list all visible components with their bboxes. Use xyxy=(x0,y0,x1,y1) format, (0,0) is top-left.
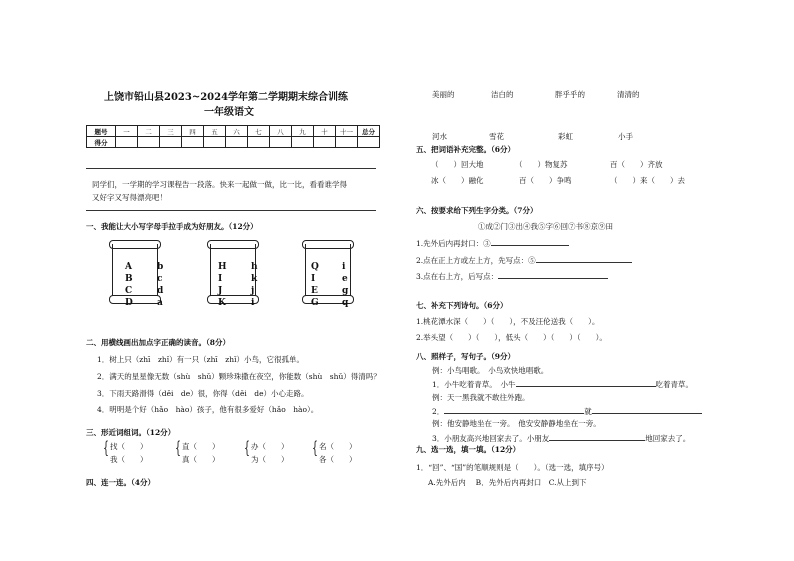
q8-line-text: 1．小牛吃着青草。 小牛 xyxy=(432,380,516,389)
uppercase-letter: E xyxy=(311,286,318,296)
q9-options: A.先外后内 B．先外后内再封口 C.从上到下 xyxy=(428,478,587,487)
q5-item: 百（ ）争鸣 xyxy=(519,176,572,185)
score-cell xyxy=(336,137,358,148)
score-cell: 九 xyxy=(292,126,314,137)
score-cell: 十 xyxy=(314,126,336,137)
answer-blank[interactable] xyxy=(444,406,584,414)
lowercase-letter: e xyxy=(342,274,348,284)
answer-blank[interactable] xyxy=(549,433,645,441)
q8-example: 例：小鸟唱歌。 小鸟欢快地唱歌。 xyxy=(432,366,549,375)
q3-word: 直（ ） xyxy=(182,442,220,451)
answer-blank[interactable] xyxy=(498,271,608,279)
q2-item: 3．下雨天路滑得（děi de）很，你得（děi de）小心走路。 xyxy=(97,389,309,398)
q5-item: （ ）回大地 xyxy=(431,160,484,169)
score-cell: 八 xyxy=(270,126,292,137)
score-cell xyxy=(204,137,226,148)
q3-word: 各（ ） xyxy=(319,455,357,464)
q4-bottom-word: 彩虹 xyxy=(558,132,573,141)
score-cell: 七 xyxy=(248,126,270,137)
score-cell xyxy=(160,137,182,148)
score-cell xyxy=(292,137,314,148)
q4-bottom-word: 雪花 xyxy=(489,132,504,141)
score-cell xyxy=(248,137,270,148)
uppercase-letter: K xyxy=(218,298,226,308)
q6-line-text: 2.点在正上方或左上方，先写点：⑤ xyxy=(416,256,536,265)
score-cell xyxy=(116,137,138,148)
q4-top-word: 美丽的 xyxy=(432,90,455,99)
uppercase-letter: G xyxy=(311,298,319,308)
score-table-score-row xyxy=(87,137,380,148)
q8-line xyxy=(432,433,690,443)
score-cell: 总分 xyxy=(358,126,380,137)
q5-item: 冰（ ）融化 xyxy=(431,176,484,185)
q3-word: 名（ ） xyxy=(319,442,357,451)
uppercase-letter: H xyxy=(218,262,227,272)
q9-line: 1．“回”、“国”的笔顺规则是（ ）。（选一选，填序号） xyxy=(416,463,609,472)
q8-line-text: 2． xyxy=(432,407,445,416)
q8-example: 例：天一黑我就不敢往外跑。 xyxy=(432,393,530,402)
score-cell xyxy=(270,137,292,148)
q8-line xyxy=(432,406,702,416)
lowercase-letter: q xyxy=(342,298,349,308)
uppercase-letter: D xyxy=(125,298,133,308)
q8-line-text: 就 xyxy=(584,407,592,416)
lowercase-letter: a xyxy=(157,298,163,308)
uppercase-letter: C xyxy=(125,286,133,296)
score-cell: 一 xyxy=(116,126,138,137)
q4-top-word: 洁白的 xyxy=(491,90,514,99)
lowercase-letter: g xyxy=(342,286,349,296)
brace-icon: { xyxy=(103,438,109,458)
q7-line: 1.桃花潭水深（ ）（ ），不及汪伦送我（ ）。 xyxy=(416,317,600,326)
lowercase-letter: b xyxy=(157,262,164,272)
q6-line-text: 3.点在右上方，后写点： xyxy=(416,272,499,281)
lowercase-letter: i xyxy=(342,262,346,272)
q8-line-text: 地回家去了。 xyxy=(645,434,691,443)
score-table-header-row xyxy=(87,126,380,137)
score-cell: 题号 xyxy=(87,126,116,137)
q6-characters: ①成②门③出④我⑤字⑥回⑦书⑧京⑨田 xyxy=(478,222,613,231)
q4-bottom-word: 河水 xyxy=(432,132,447,141)
answer-blank[interactable] xyxy=(592,406,702,414)
q3-word: 办（ ） xyxy=(251,442,289,451)
q5-title: 五、把词语补充完整。（6分） xyxy=(416,145,515,154)
q8-title: 八、照样子，写句子。（9分） xyxy=(416,352,515,361)
letter-scroll xyxy=(112,240,158,302)
q6-line xyxy=(416,255,632,265)
q4-title: 四、连一连。（4分） xyxy=(86,478,155,487)
lowercase-letter: i xyxy=(251,298,255,308)
score-cell: 二 xyxy=(138,126,160,137)
q8-line xyxy=(432,379,693,389)
answer-blank[interactable] xyxy=(536,255,632,263)
score-cell xyxy=(358,137,380,148)
q9-title: 九、选一选，填一填。（12分） xyxy=(416,445,521,454)
q7-title: 七、补充下列诗句。（6分） xyxy=(416,301,508,310)
answer-blank[interactable] xyxy=(491,238,569,246)
q5-item: 百（ ）齐放 xyxy=(610,160,663,169)
lowercase-letter: k xyxy=(251,274,258,284)
q3-word: 真（ ） xyxy=(182,455,220,464)
q4-top-word: 清清的 xyxy=(617,90,640,99)
page-subtitle: 一年级语文 xyxy=(204,107,254,118)
uppercase-letter: B xyxy=(125,274,133,284)
uppercase-letter: A xyxy=(125,262,132,272)
q4-bottom-word: 小手 xyxy=(618,132,633,141)
q5-item: （ ）来（ ）去 xyxy=(610,176,685,185)
intro-text: 又好字又写得漂亮吧！ xyxy=(92,193,167,202)
q3-word: 我（ ） xyxy=(110,455,148,464)
score-cell: 三 xyxy=(160,126,182,137)
score-cell: 十一 xyxy=(336,126,358,137)
uppercase-letter: I xyxy=(311,274,316,284)
lowercase-letter: j xyxy=(251,286,255,296)
q6-title: 六、按要求给下列生字分类。（7分） xyxy=(416,206,538,215)
score-table xyxy=(86,125,380,148)
q2-title: 二、用横线画出加点字正确的读音。（8分） xyxy=(86,338,230,347)
score-cell: 六 xyxy=(226,126,248,137)
brace-icon: { xyxy=(244,438,250,458)
score-cell xyxy=(314,137,336,148)
score-cell: 五 xyxy=(204,126,226,137)
letter-scroll xyxy=(210,240,256,302)
score-cell xyxy=(182,137,204,148)
q6-line xyxy=(416,238,569,248)
q3-word: 为（ ） xyxy=(251,455,289,464)
q8-line-text: 3．小朋友高兴地回家去了。小朋友 xyxy=(432,434,550,443)
score-cell: 得分 xyxy=(87,137,116,148)
page-title: 上饶市铅山县2023~2024学年第二学期期末综合训练 xyxy=(104,92,349,103)
q3-title: 三、形近词组词。（12分） xyxy=(86,428,176,437)
q7-line: 2.举头望（ ）（ ），低头（ ）（ ）（ ）。 xyxy=(416,333,607,342)
q3-word: 找（ ） xyxy=(110,442,148,451)
q8-example: 例：他安静地坐在一旁。 他安安静静地坐在一旁。 xyxy=(432,419,601,428)
q2-item: 4．明明是个好（hǎo hào）孩子，他有很多爱好（hǎo hào）。 xyxy=(97,405,319,414)
intro-top-rule xyxy=(86,168,376,169)
lowercase-letter: h xyxy=(251,262,258,272)
intro-bottom-rule xyxy=(86,210,376,211)
uppercase-letter: J xyxy=(218,286,223,296)
uppercase-letter: Q xyxy=(311,262,319,272)
intro-text: 同学们，一学期的学习课程告一段落。快来一起做一做，比一比，看看谁学得 xyxy=(92,180,347,189)
lowercase-letter: d xyxy=(157,286,164,296)
brace-icon: { xyxy=(175,438,181,458)
q2-item: 2．满天的星星像无数（shù shǔ）颗珍珠撒在夜空，你能数（shù shǔ）得清吗？ xyxy=(97,372,381,381)
answer-blank[interactable] xyxy=(516,379,656,387)
q6-line xyxy=(416,271,608,281)
q4-top-word: 胖乎乎的 xyxy=(555,90,585,99)
q2-item: 1．树上只（zhī zhǐ）有一只（zhī zhǐ）小鸟，它很孤单。 xyxy=(97,355,304,364)
score-cell xyxy=(226,137,248,148)
q1-title: 一、我能让大小写字母手拉手成为好朋友。（12分） xyxy=(86,222,258,231)
score-cell: 四 xyxy=(182,126,204,137)
lowercase-letter: c xyxy=(157,274,163,284)
score-cell xyxy=(138,137,160,148)
q6-line-text: 1.先外后内再封口：③ xyxy=(416,239,491,248)
q8-line-text: 吃着青草。 xyxy=(655,380,694,389)
brace-icon: { xyxy=(312,438,318,458)
q5-item: （ ）物复苏 xyxy=(515,160,568,169)
uppercase-letter: I xyxy=(218,274,223,284)
